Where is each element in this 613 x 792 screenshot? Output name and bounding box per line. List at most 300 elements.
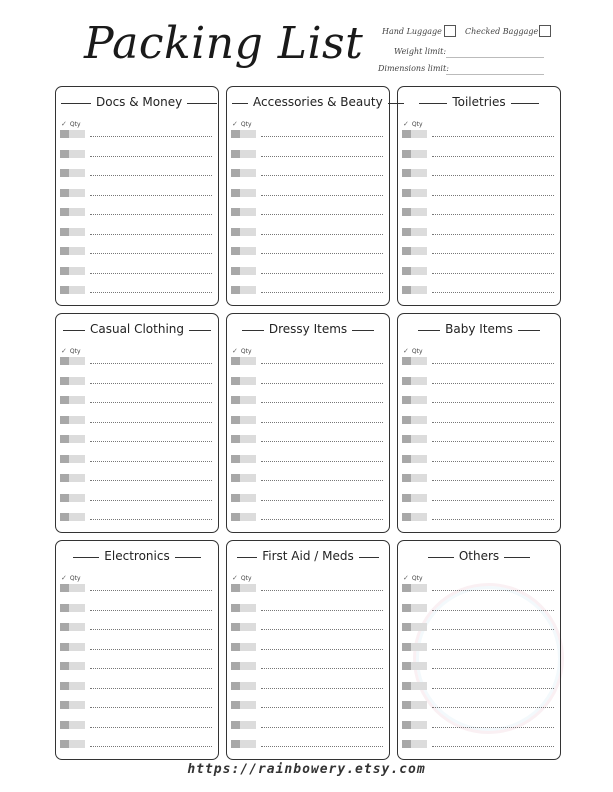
qty-box[interactable] [69,474,85,482]
qty-box[interactable] [240,623,256,631]
item-checkbox[interactable] [60,643,69,651]
item-entry-line[interactable] [432,234,554,235]
qty-box[interactable] [411,130,427,138]
item-entry-line[interactable] [90,363,212,364]
checkmark-icon: ✓ [61,574,67,582]
item-entry-line[interactable] [261,156,383,157]
qty-box[interactable] [240,247,256,255]
qty-box[interactable] [240,267,256,275]
section-title [227,549,389,563]
qty-box[interactable] [240,208,256,216]
item-checkbox[interactable] [402,584,411,592]
checkmark-icon: ✓ [61,120,67,128]
qty-box[interactable] [240,740,256,748]
qty-box[interactable] [411,267,427,275]
qty-box[interactable] [69,247,85,255]
item-checkbox[interactable] [60,286,69,294]
qty-box[interactable] [69,662,85,670]
item-entry-line[interactable] [432,253,554,254]
qty-box[interactable] [411,604,427,612]
qty-header: Qty [240,348,252,355]
item-checkbox[interactable] [231,474,240,482]
item-entry-line[interactable] [432,649,554,650]
qty-box[interactable] [69,740,85,748]
qty-box[interactable] [69,189,85,197]
item-entry-line[interactable] [261,707,383,708]
list-item [402,286,554,295]
item-entry-line[interactable] [90,519,212,520]
qty-box[interactable] [240,682,256,690]
item-checkbox[interactable] [402,455,411,463]
item-checkbox[interactable] [402,208,411,216]
item-checkbox[interactable] [402,357,411,365]
list-item [402,377,554,386]
item-entry-line[interactable] [90,746,212,747]
item-entry-line[interactable] [90,422,212,423]
item-entry-line[interactable] [90,234,212,235]
qty-box[interactable] [240,228,256,236]
qty-box[interactable] [240,455,256,463]
qty-box[interactable] [69,435,85,443]
qty-box[interactable] [411,721,427,729]
item-entry-line[interactable] [90,441,212,442]
qty-box[interactable] [69,228,85,236]
item-checkbox[interactable] [60,208,69,216]
item-checkbox[interactable] [60,435,69,443]
item-checkbox[interactable] [60,396,69,404]
item-checkbox[interactable] [60,357,69,365]
list-item [60,740,212,749]
item-entry-line[interactable] [90,214,212,215]
item-entry-line[interactable] [90,253,212,254]
item-entry-line[interactable] [432,214,554,215]
list-item [231,455,383,464]
item-checkbox[interactable] [231,357,240,365]
qty-box[interactable] [69,513,85,521]
item-entry-line[interactable] [90,668,212,669]
item-checkbox[interactable] [231,208,240,216]
item-entry-line[interactable] [261,610,383,611]
item-checkbox[interactable] [231,604,240,612]
item-entry-line[interactable] [261,480,383,481]
item-checkbox[interactable] [231,377,240,385]
item-entry-line[interactable] [432,668,554,669]
item-checkbox[interactable] [402,189,411,197]
item-checkbox[interactable] [60,662,69,670]
column-headers [61,574,81,582]
qty-box[interactable] [411,682,427,690]
section-title [398,95,560,109]
item-checkbox[interactable] [402,377,411,385]
qty-box[interactable] [69,357,85,365]
title-rule-left [232,103,248,104]
list-item [231,513,383,522]
item-entry-line[interactable] [432,461,554,462]
title-rule-left [63,330,85,331]
qty-box[interactable] [411,247,427,255]
item-checkbox[interactable] [60,604,69,612]
item-entry-line[interactable] [261,402,383,403]
item-checkbox[interactable] [402,247,411,255]
qty-header: Qty [411,575,423,582]
list-item [231,662,383,671]
item-entry-line[interactable] [261,461,383,462]
item-checkbox[interactable] [60,150,69,158]
qty-box[interactable] [411,740,427,748]
list-item [402,247,554,256]
title-rule-right [504,557,530,558]
item-checkbox[interactable] [402,396,411,404]
item-entry-line[interactable] [432,383,554,384]
item-entry-line[interactable] [432,195,554,196]
item-checkbox[interactable] [231,623,240,631]
item-entry-line[interactable] [90,273,212,274]
section-panel [226,540,390,760]
item-entry-line[interactable] [90,649,212,650]
qty-header: Qty [411,121,423,128]
item-checkbox[interactable] [231,189,240,197]
qty-box[interactable] [69,643,85,651]
item-checkbox[interactable] [60,721,69,729]
qty-box[interactable] [69,701,85,709]
item-entry-line[interactable] [432,688,554,689]
qty-box[interactable] [69,623,85,631]
page-title: Packing List [84,18,364,69]
item-checkbox[interactable] [60,130,69,138]
item-checkbox[interactable] [231,286,240,294]
item-entry-line[interactable] [261,746,383,747]
qty-box[interactable] [411,150,427,158]
qty-box[interactable] [240,396,256,404]
item-checkbox[interactable] [60,474,69,482]
item-checkbox[interactable] [402,513,411,521]
item-entry-line[interactable] [90,629,212,630]
qty-box[interactable] [69,130,85,138]
list-item [231,377,383,386]
item-entry-line[interactable] [261,590,383,591]
list-item [60,169,212,178]
qty-box[interactable] [240,474,256,482]
list-item [231,396,383,405]
item-entry-line[interactable] [261,649,383,650]
qty-box[interactable] [240,189,256,197]
qty-box[interactable] [69,416,85,424]
item-entry-line[interactable] [261,422,383,423]
qty-box[interactable] [69,150,85,158]
title-rule-right [352,330,374,331]
section-title [56,322,218,336]
item-checkbox[interactable] [402,604,411,612]
item-entry-line[interactable] [432,175,554,176]
item-entry-line[interactable] [261,136,383,137]
qty-box[interactable] [240,169,256,177]
qty-box[interactable] [411,189,427,197]
item-entry-line[interactable] [432,422,554,423]
item-checkbox[interactable] [231,435,240,443]
qty-box[interactable] [411,208,427,216]
item-entry-line[interactable] [261,234,383,235]
item-checkbox[interactable] [60,169,69,177]
item-entry-line[interactable] [261,175,383,176]
item-entry-line[interactable] [90,707,212,708]
checked-baggage-label: Checked Baggage [465,27,539,36]
item-entry-line[interactable] [432,441,554,442]
qty-box[interactable] [69,377,85,385]
qty-box[interactable] [240,584,256,592]
item-checkbox[interactable] [231,584,240,592]
item-checkbox[interactable] [231,169,240,177]
item-entry-line[interactable] [432,156,554,157]
qty-box[interactable] [69,286,85,294]
item-entry-line[interactable] [261,727,383,728]
item-checkbox[interactable] [231,513,240,521]
item-checkbox[interactable] [402,721,411,729]
item-entry-line[interactable] [90,195,212,196]
item-entry-line[interactable] [90,292,212,293]
item-checkbox[interactable] [402,267,411,275]
qty-box[interactable] [240,662,256,670]
item-checkbox[interactable] [231,494,240,502]
item-checkbox[interactable] [402,740,411,748]
qty-box[interactable] [411,584,427,592]
item-entry-line[interactable] [261,383,383,384]
qty-box[interactable] [240,701,256,709]
item-checkbox[interactable] [402,701,411,709]
section-panel [397,313,561,533]
qty-box[interactable] [240,604,256,612]
item-checkbox[interactable] [231,701,240,709]
qty-box[interactable] [411,377,427,385]
item-entry-line[interactable] [90,590,212,591]
qty-box[interactable] [411,513,427,521]
item-entry-line[interactable] [90,156,212,157]
item-entry-line[interactable] [90,402,212,403]
title-rule-left [242,330,264,331]
hand-luggage-label: Hand Luggage [382,27,442,36]
qty-box[interactable] [240,494,256,502]
item-checkbox[interactable] [60,455,69,463]
item-checkbox[interactable] [231,721,240,729]
item-entry-line[interactable] [90,610,212,611]
checked-baggage-checkbox[interactable] [539,25,551,37]
item-checkbox[interactable] [60,513,69,521]
list-item [60,662,212,671]
item-checkbox[interactable] [60,740,69,748]
item-entry-line[interactable] [432,292,554,293]
item-entry-line[interactable] [432,727,554,728]
item-checkbox[interactable] [231,643,240,651]
item-entry-line[interactable] [432,707,554,708]
qty-box[interactable] [240,286,256,294]
qty-box[interactable] [411,396,427,404]
item-entry-line[interactable] [261,441,383,442]
item-checkbox[interactable] [402,130,411,138]
item-checkbox[interactable] [60,247,69,255]
item-entry-line[interactable] [90,175,212,176]
item-checkbox[interactable] [402,494,411,502]
section-title-text: Accessories & Beauty [253,95,383,109]
qty-box[interactable] [240,416,256,424]
item-entry-line[interactable] [90,688,212,689]
item-entry-line[interactable] [432,590,554,591]
item-entry-line[interactable] [90,461,212,462]
item-entry-line[interactable] [432,610,554,611]
qty-box[interactable] [411,474,427,482]
item-entry-line[interactable] [90,383,212,384]
item-checkbox[interactable] [402,682,411,690]
item-checkbox[interactable] [60,267,69,275]
item-checkbox[interactable] [231,682,240,690]
item-checkbox[interactable] [231,455,240,463]
qty-header: Qty [69,348,81,355]
weight-limit-field[interactable] [446,57,544,58]
item-entry-line[interactable] [261,292,383,293]
qty-box[interactable] [240,513,256,521]
qty-box[interactable] [411,286,427,294]
item-entry-line[interactable] [261,519,383,520]
item-checkbox[interactable] [60,494,69,502]
item-checkbox[interactable] [231,662,240,670]
qty-box[interactable] [411,701,427,709]
list-item [231,189,383,198]
section-title [56,549,218,563]
qty-box[interactable] [69,455,85,463]
item-entry-line[interactable] [261,688,383,689]
list-item [231,623,383,632]
item-checkbox[interactable] [231,247,240,255]
footer-url: https://rainbowery.etsy.com [187,762,426,777]
list-item [60,357,212,366]
section-title-text: Docs & Money [96,95,183,109]
item-entry-line[interactable] [261,668,383,669]
item-entry-line[interactable] [261,363,383,364]
list-item [402,267,554,276]
item-entry-line[interactable] [90,136,212,137]
item-checkbox[interactable] [231,150,240,158]
item-checkbox[interactable] [402,623,411,631]
item-checkbox[interactable] [402,286,411,294]
list-item [402,584,554,593]
item-checkbox[interactable] [402,416,411,424]
qty-box[interactable] [240,435,256,443]
item-checkbox[interactable] [60,416,69,424]
item-entry-line[interactable] [432,363,554,364]
qty-box[interactable] [69,396,85,404]
qty-box[interactable] [69,604,85,612]
item-checkbox[interactable] [402,474,411,482]
item-entry-line[interactable] [261,214,383,215]
item-checkbox[interactable] [402,169,411,177]
list-item [231,416,383,425]
item-entry-line[interactable] [432,273,554,274]
qty-box[interactable] [411,357,427,365]
item-entry-line[interactable] [432,746,554,747]
qty-box[interactable] [411,228,427,236]
item-checkbox[interactable] [402,435,411,443]
title-rule-right [187,103,217,104]
title-rule-left [418,330,440,331]
qty-box[interactable] [411,435,427,443]
item-checkbox[interactable] [60,189,69,197]
section-panel [226,313,390,533]
qty-box[interactable] [411,416,427,424]
qty-box[interactable] [411,494,427,502]
item-entry-line[interactable] [261,195,383,196]
qty-box[interactable] [69,721,85,729]
item-entry-line[interactable] [90,500,212,501]
item-entry-line[interactable] [432,519,554,520]
qty-box[interactable] [240,150,256,158]
qty-box[interactable] [69,267,85,275]
section-title-text: Toiletries [452,95,506,109]
item-entry-line[interactable] [261,629,383,630]
item-checkbox[interactable] [231,416,240,424]
column-headers [403,347,423,355]
list-item [60,584,212,593]
list-item [60,247,212,256]
hand-luggage-checkbox[interactable] [444,25,456,37]
item-checkbox[interactable] [231,396,240,404]
item-checkbox[interactable] [60,623,69,631]
qty-box[interactable] [69,494,85,502]
checkmark-icon: ✓ [403,347,409,355]
qty-box[interactable] [240,130,256,138]
list-item [402,357,554,366]
item-entry-line[interactable] [261,253,383,254]
item-checkbox[interactable] [231,267,240,275]
item-checkbox[interactable] [402,643,411,651]
qty-box[interactable] [411,455,427,463]
qty-box[interactable] [411,169,427,177]
qty-box[interactable] [69,584,85,592]
item-checkbox[interactable] [231,740,240,748]
item-checkbox[interactable] [402,228,411,236]
item-checkbox[interactable] [60,682,69,690]
qty-box[interactable] [69,208,85,216]
qty-box[interactable] [69,169,85,177]
qty-box[interactable] [240,377,256,385]
item-entry-line[interactable] [432,629,554,630]
item-entry-line[interactable] [90,727,212,728]
item-checkbox[interactable] [60,701,69,709]
item-checkbox[interactable] [60,584,69,592]
qty-box[interactable] [240,357,256,365]
item-entry-line[interactable] [432,480,554,481]
dimensions-limit-field[interactable] [446,74,544,75]
item-entry-line[interactable] [261,500,383,501]
item-checkbox[interactable] [231,228,240,236]
item-entry-line[interactable] [432,402,554,403]
qty-box[interactable] [411,623,427,631]
item-checkbox[interactable] [60,377,69,385]
item-entry-line[interactable] [432,136,554,137]
list-item [231,494,383,503]
qty-box[interactable] [411,643,427,651]
qty-box[interactable] [240,721,256,729]
item-checkbox[interactable] [402,150,411,158]
item-checkbox[interactable] [231,130,240,138]
item-entry-line[interactable] [90,480,212,481]
list-item [231,150,383,159]
item-checkbox[interactable] [60,228,69,236]
item-entry-line[interactable] [432,500,554,501]
qty-box[interactable] [240,643,256,651]
qty-box[interactable] [69,682,85,690]
qty-box[interactable] [411,662,427,670]
item-checkbox[interactable] [402,662,411,670]
item-entry-line[interactable] [261,273,383,274]
title-rule-right [175,557,201,558]
